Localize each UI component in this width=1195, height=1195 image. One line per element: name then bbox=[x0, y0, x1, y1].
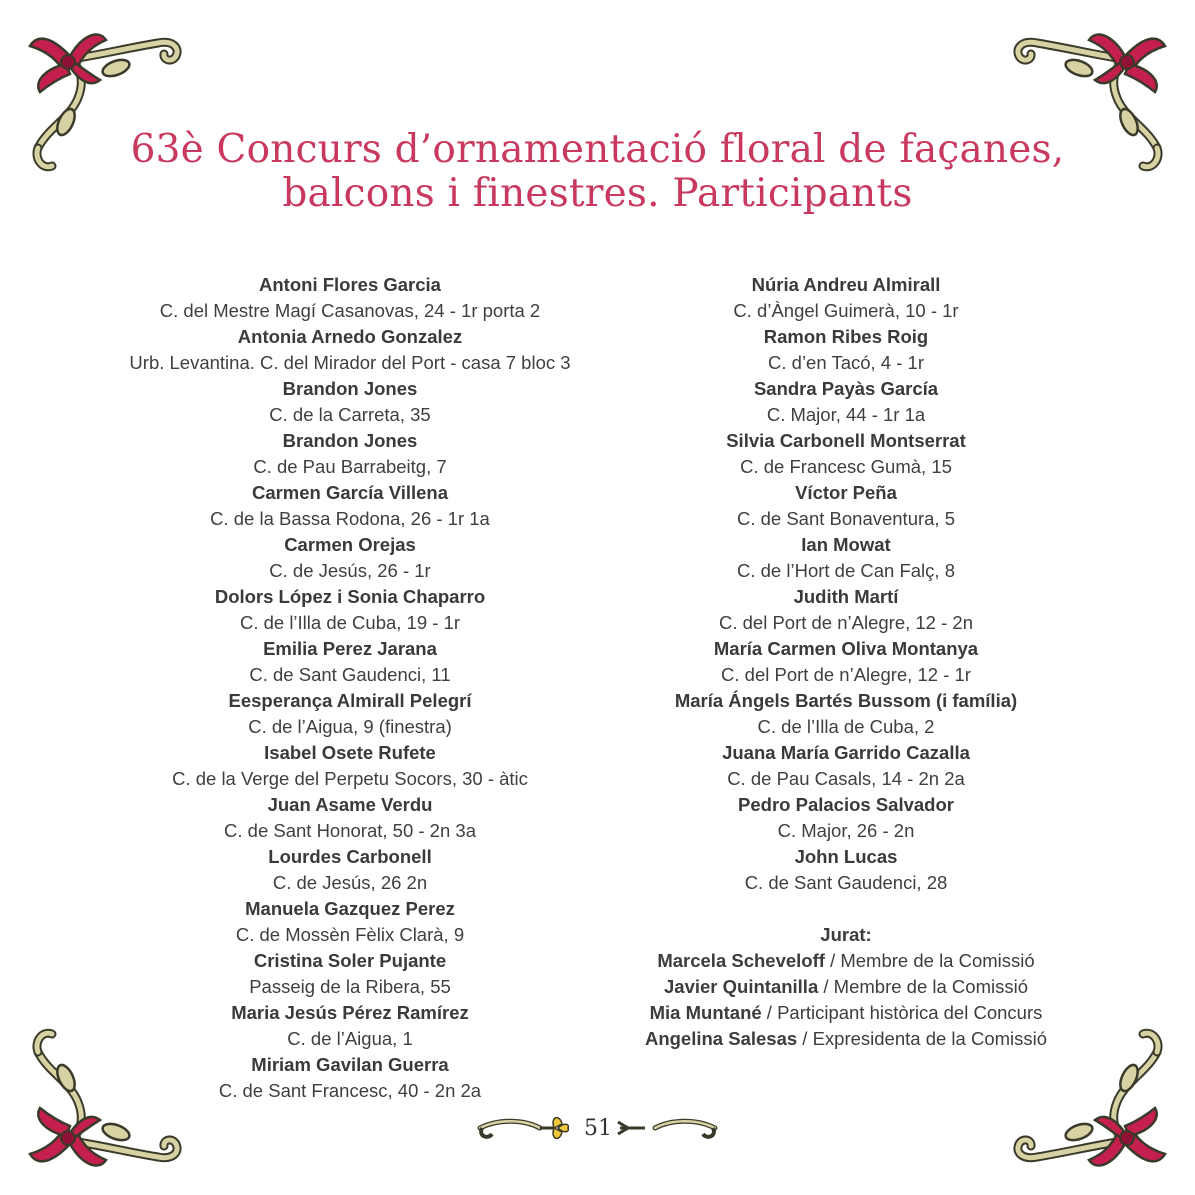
participant-address: C. de Pau Barrabeitg, 7 bbox=[253, 456, 447, 477]
jury-member-name: Mia Muntané bbox=[649, 1002, 762, 1023]
participant-entry bbox=[100, 792, 600, 844]
participant-address: C. de l’Illa de Cuba, 2 bbox=[757, 716, 935, 737]
participant-address: C. de l’Aigua, 1 bbox=[287, 1028, 413, 1049]
page-title-line-2: balcons i finestres. Participants bbox=[282, 171, 913, 216]
participant-entry bbox=[596, 376, 1096, 428]
participant-name: Núria Andreu Almirall bbox=[751, 274, 941, 295]
participant-name: Dolors López i Sonia Chaparro bbox=[214, 586, 486, 607]
participant-name: Víctor Peña bbox=[795, 482, 897, 503]
participant-address: C. de Jesús, 26 - 1r bbox=[269, 560, 431, 581]
participant-name: Sandra Payàs García bbox=[753, 378, 939, 399]
participant-address: C. de Sant Gaudenci, 11 bbox=[249, 664, 451, 685]
participant-address: Passeig de la Ribera, 55 bbox=[249, 976, 451, 997]
participant-entry bbox=[100, 636, 600, 688]
participant-name: Miriam Gavilan Guerra bbox=[251, 1054, 449, 1075]
participant-address: C. Major, 26 - 2n bbox=[777, 820, 915, 841]
jury-member-name: Angelina Salesas bbox=[644, 1028, 798, 1049]
participant-entry bbox=[100, 480, 600, 532]
participant-name: Juan Asame Verdu bbox=[267, 794, 433, 815]
participant-entry bbox=[100, 844, 600, 896]
page-title-line-1: 63è Concurs d’ornamentació floral de façanes, bbox=[130, 127, 1065, 172]
participant-address: C. de l’Illa de Cuba, 19 - 1r bbox=[239, 612, 461, 633]
participant-name: Antoni Flores Garcia bbox=[259, 274, 441, 295]
participant-address: C. de Sant Francesc, 40 - 2n 2a bbox=[218, 1080, 482, 1101]
participant-address: C. de Mossèn Fèlix Clarà, 9 bbox=[235, 924, 465, 945]
participant-address: C. Major, 44 - 1r 1a bbox=[766, 404, 926, 425]
participant-name: Juana María Garrido Cazalla bbox=[722, 742, 970, 763]
participant-name: Brandon Jones bbox=[282, 378, 418, 399]
corner-flower-icon bbox=[997, 1012, 1187, 1182]
participant-address: C. d’en Tacó, 4 - 1r bbox=[768, 352, 924, 373]
participant-address: C. de l’Aigua, 9 (finestra) bbox=[248, 716, 452, 737]
participant-name: Silvia Carbonell Montserrat bbox=[726, 430, 966, 451]
participant-name: Isabel Osete Rufete bbox=[264, 742, 436, 763]
participant-address: C. del Mestre Magí Casanovas, 24 - 1r porta 2 bbox=[159, 300, 541, 321]
participant-name: John Lucas bbox=[794, 846, 898, 867]
participant-name: Cristina Soler Pujante bbox=[253, 950, 447, 971]
jury-member bbox=[596, 974, 1096, 1000]
participant-name: Eesperança Almirall Pelegrí bbox=[228, 690, 472, 711]
participant-name: Pedro Palacios Salvador bbox=[738, 794, 954, 815]
participant-entry bbox=[100, 688, 600, 740]
participant-name: Brandon Jones bbox=[282, 430, 418, 451]
participant-name: María Ángels Bartés Bussom (i família) bbox=[674, 690, 1018, 711]
participant-name: Ramon Ribes Roig bbox=[763, 326, 929, 347]
participant-entry bbox=[596, 428, 1096, 480]
participant-address: C. de Sant Honorat, 50 - 2n 3a bbox=[224, 820, 476, 841]
participant-address: C. de Sant Gaudenci, 28 bbox=[744, 872, 948, 893]
participant-entry bbox=[596, 740, 1096, 792]
participant-entry bbox=[596, 792, 1096, 844]
participant-entry bbox=[100, 532, 600, 584]
participant-address: C. de Sant Bonaventura, 5 bbox=[736, 508, 956, 529]
footer-flower-icon bbox=[540, 1118, 568, 1139]
jury-member-name: Javier Quintanilla bbox=[664, 976, 819, 997]
participant-entry bbox=[596, 584, 1096, 636]
participant-entry bbox=[100, 948, 600, 1000]
participant-name: Lourdes Carbonell bbox=[268, 846, 432, 867]
participant-entry bbox=[596, 272, 1096, 324]
jury-member-role: / Participant històrica del Concurs bbox=[761, 1002, 1043, 1023]
participant-name: Emilia Perez Jarana bbox=[263, 638, 437, 659]
participant-address: C. de Jesús, 26 2n bbox=[272, 872, 428, 893]
jury-heading: Jurat: bbox=[820, 924, 872, 945]
participant-address: C. de l’Hort de Can Falç, 8 bbox=[737, 560, 955, 581]
corner-flower-icon bbox=[8, 18, 198, 188]
participant-entry bbox=[100, 324, 600, 376]
participant-address: C. del Port de n’Alegre, 12 - 1r bbox=[721, 664, 971, 685]
corner-flower-icon bbox=[997, 18, 1187, 188]
page-number: 51 bbox=[584, 1116, 612, 1141]
participant-entry bbox=[100, 428, 600, 480]
participant-entry bbox=[596, 532, 1096, 584]
participant-name: María Carmen Oliva Montanya bbox=[713, 638, 979, 659]
participant-name: Ian Mowat bbox=[801, 534, 891, 555]
participant-address: C. de la Bassa Rodona, 26 - 1r 1a bbox=[210, 508, 490, 529]
corner-flower-icon bbox=[8, 1012, 198, 1182]
participant-entry bbox=[100, 376, 600, 428]
participants-right-column bbox=[596, 272, 1096, 1052]
participant-address: C. del Port de n’Alegre, 12 - 2n bbox=[718, 612, 973, 633]
participant-name: Judith Martí bbox=[793, 586, 899, 607]
participant-entry bbox=[100, 740, 600, 792]
participant-entry bbox=[596, 324, 1096, 376]
jury-member-role: / Expresidenta de la Comissió bbox=[797, 1028, 1048, 1049]
participant-name: Carmen García Villena bbox=[251, 482, 449, 503]
participant-address: C. de Pau Casals, 14 - 2n 2a bbox=[727, 768, 965, 789]
participant-entry bbox=[100, 272, 600, 324]
jury-member-name: Marcela Scheveloff bbox=[657, 950, 825, 971]
participant-address: C. de la Verge del Perpetu Socors, 30 - àtic bbox=[172, 768, 528, 789]
participant-name: Antonia Arnedo Gonzalez bbox=[237, 326, 463, 347]
participant-entry bbox=[596, 636, 1096, 688]
participant-entry bbox=[100, 584, 600, 636]
jury-member bbox=[596, 948, 1096, 974]
participant-name: Manuela Gazquez Perez bbox=[245, 898, 455, 919]
participant-entry bbox=[100, 896, 600, 948]
participant-name: Maria Jesús Pérez Ramírez bbox=[231, 1002, 469, 1023]
participant-name: Carmen Orejas bbox=[284, 534, 416, 555]
participant-address: C. d’Àngel Guimerà, 10 - 1r bbox=[733, 300, 959, 321]
participant-address: Urb. Levantina. C. del Mirador del Port - casa 7 bloc 3 bbox=[129, 352, 571, 373]
jury-member-role: / Membre de la Comissió bbox=[824, 950, 1035, 971]
participant-entry bbox=[596, 688, 1096, 740]
participants-left-column bbox=[100, 272, 600, 1104]
participant-address: C. de la Carreta, 35 bbox=[269, 404, 431, 425]
participant-entry bbox=[596, 844, 1096, 896]
jury-member-role: / Membre de la Comissió bbox=[818, 976, 1028, 997]
participant-address: C. de Francesc Gumà, 15 bbox=[740, 456, 952, 477]
participant-entry bbox=[596, 480, 1096, 532]
